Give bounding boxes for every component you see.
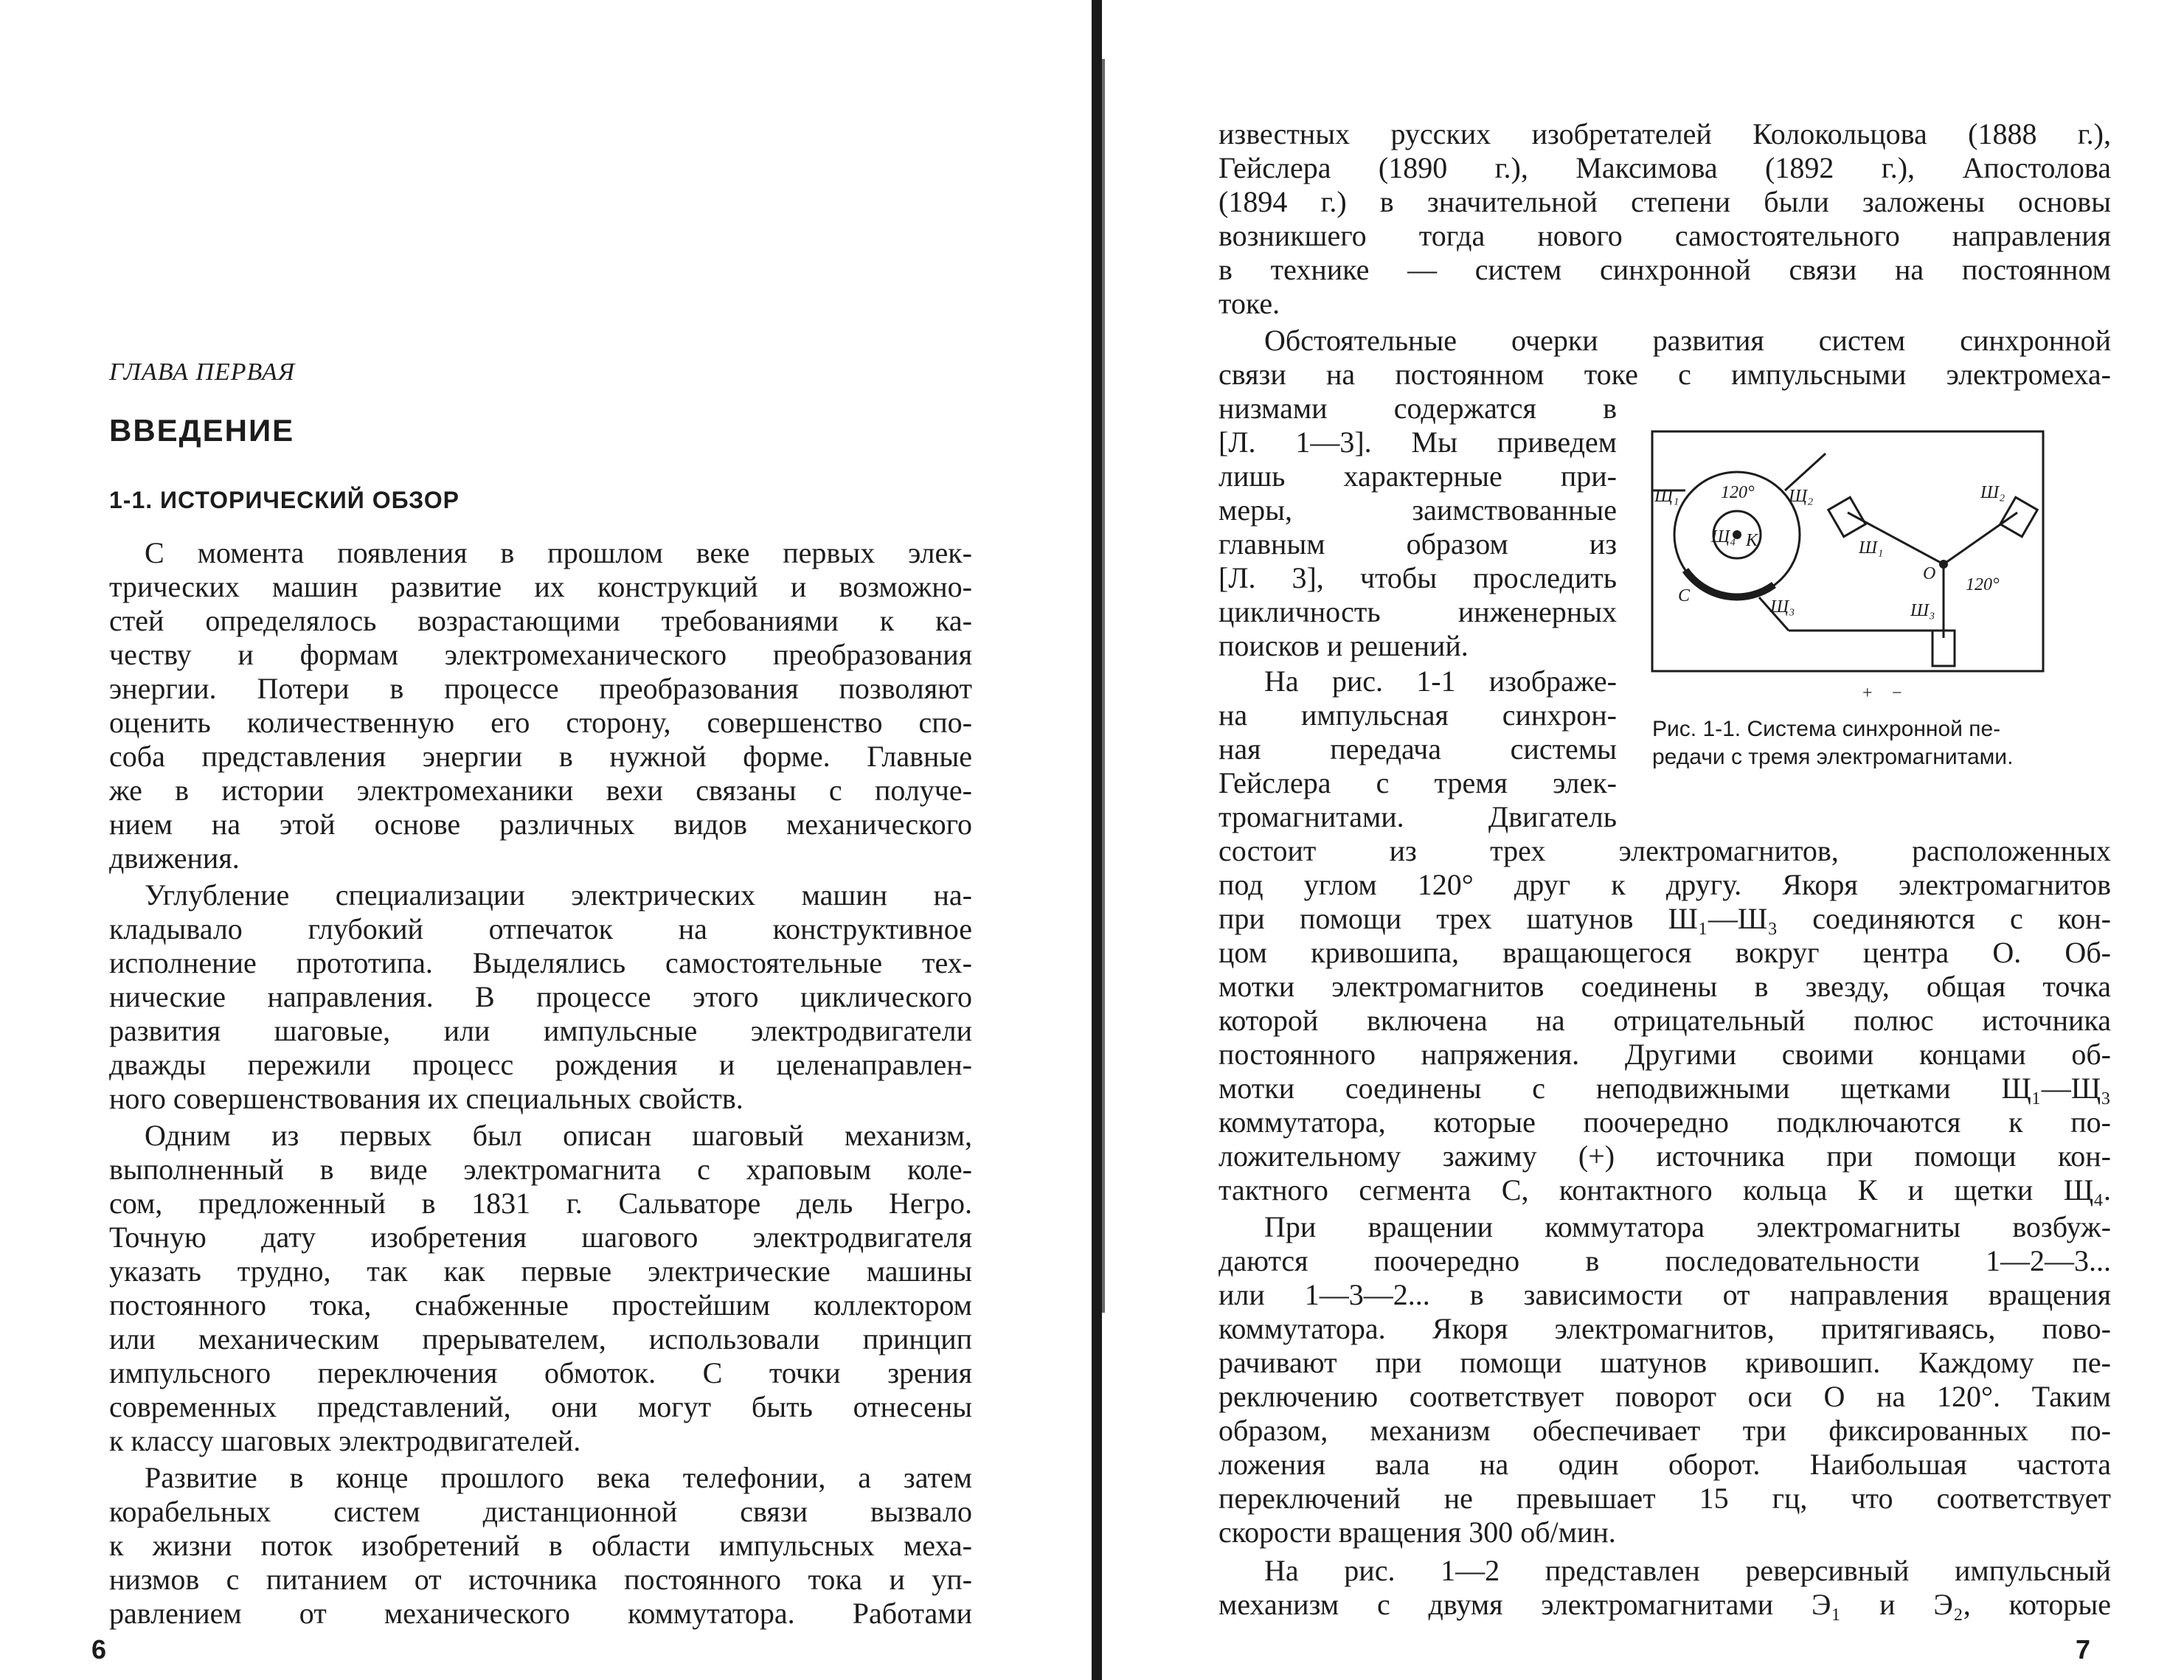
text-line: Обстоятельные очерки развития систем синхронной xyxy=(1264,324,2111,357)
text-line: (1894 г.) в значительной степени были заложены основы xyxy=(1218,185,2111,218)
text-line: меры, заимствованные xyxy=(1218,493,1617,527)
chapter-title: ВВЕДЕНИЕ xyxy=(109,413,295,448)
text-line: ная передача системы xyxy=(1218,732,1617,766)
outer-wire xyxy=(1652,431,2043,671)
text-line: исполнение прототипа. Выделялись самостоятельные тех- xyxy=(109,946,972,979)
magnet-2 xyxy=(2000,497,2037,536)
label-o: О xyxy=(1923,564,1936,583)
text-line: под углом 120° друг к другу. Якоря электромагнитов xyxy=(1218,868,2111,901)
center-o xyxy=(1939,560,1948,569)
text-line: Гейслера с тремя элек- xyxy=(1218,766,1617,799)
crank-rod-2 xyxy=(1944,513,2017,564)
text-line: рачивают при помощи шатунов кривошип. Каждому пе- xyxy=(1218,1346,2111,1379)
text-line: образом, механизм обеспечивает три фиксированных по- xyxy=(1218,1414,2111,1447)
text-line: [Л. 3], чтобы проследить xyxy=(1218,561,1617,594)
text-line: нием на этой основе различных видов механического xyxy=(109,808,972,841)
text-line: указать трудно, так как первые электрические машины xyxy=(109,1254,972,1288)
section-heading: 1-1. ИСТОРИЧЕСКИЙ ОБЗОР xyxy=(109,487,460,513)
text-line: даются поочередно в последовательности 1—2—3... xyxy=(1218,1244,2111,1277)
text-line: оценить количественную его сторону, совершенство спо- xyxy=(109,706,972,739)
text-line: стей определялось возрастающими требованиями к ка- xyxy=(109,604,972,637)
text-line: механизм с двумя электромагнитами Э₁ и Э₂, которые xyxy=(1218,1588,2111,1621)
text-line: поисков и решений. xyxy=(1218,629,1469,662)
label-k: К xyxy=(1746,531,1758,550)
label-angle-a: 120° xyxy=(1721,483,1755,502)
text-line: в технике — систем синхронной связи на постоянном xyxy=(1218,253,2111,286)
text-line: мотки электромагнитов соединены в звезду, общая точка xyxy=(1218,970,2111,1003)
text-line: На рис. 1-1 изображе- xyxy=(1264,664,1617,698)
label-angle-b: 120° xyxy=(1966,575,2000,594)
text-line: мотки соединены с неподвижными щетками Щ₁—Щ₃ xyxy=(1218,1072,2111,1105)
text-line: же в истории электромеханики вехи связаны с получе- xyxy=(109,774,972,807)
text-line: импульсного переключения обмоток. С точки зрения xyxy=(109,1356,972,1389)
left-page xyxy=(0,0,1084,1680)
label-minus: − xyxy=(1892,684,1902,703)
label-w1: Ш₁ xyxy=(1859,538,1884,558)
page-number: 6 xyxy=(91,1634,107,1665)
text-line: равлением от механического коммутатора. Работами xyxy=(109,1597,972,1630)
text-line: или 1—3—2... в зависимости от направления вращения xyxy=(1218,1278,2111,1311)
text-line: На рис. 1—2 представлен реверсивный импульсный xyxy=(1264,1554,2111,1587)
text-line: состоит из трех электромагнитов, расположенных xyxy=(1218,834,2111,867)
text-line: При вращении коммутатора электромагниты возбуж- xyxy=(1264,1210,2111,1243)
text-line: к классу шаговых электродвигателей. xyxy=(109,1424,581,1457)
wiring xyxy=(1652,431,2043,671)
text-line: нические направления. В процессе этого циклического xyxy=(109,980,972,1013)
text-line: Гейслера (1890 г.), Максимова (1892 г.), Апостолова xyxy=(1218,151,2111,184)
text-line: переключений не превышает 15 гц, что соответствует xyxy=(1218,1482,2111,1515)
page-number: 7 xyxy=(2076,1634,2091,1665)
label-plus: + xyxy=(1862,684,1873,703)
text-line: известных русских изобретателей Колокольцова (1888 г.), xyxy=(1218,117,2111,150)
text-line: Развитие в конце прошлого века телефонии, а затем xyxy=(145,1461,972,1494)
text-line: честву и формам электромеханического преобразования xyxy=(109,638,972,671)
label-w3: Ш₃ xyxy=(1910,601,1935,620)
text-line: С момента появления в прошлом веке первых элек- xyxy=(145,536,972,569)
chapter-heading: ГЛАВА ПЕРВАЯ xyxy=(109,358,296,386)
text-line: главным образом из xyxy=(1218,527,1617,560)
book-spine-shadow xyxy=(1102,59,1105,1313)
label-w2: Ш₂ xyxy=(1980,483,2006,502)
text-line: ного совершенствования их специальных свойств. xyxy=(109,1082,743,1115)
label-sh3: Щ₃ xyxy=(1770,597,1795,617)
contact-segment xyxy=(1685,570,1774,597)
text-line: сом, предложенный в 1831 г. Сальваторе дель Негро. xyxy=(109,1187,972,1220)
text-line: кладывало глубокий отпечаток на конструктивное xyxy=(109,912,972,945)
text-line: [Л. 1—3]. Мы приведем xyxy=(1218,426,1617,459)
text-line: современных представлений, они могут быть отнесены xyxy=(109,1390,972,1423)
text-line: возникшего тогда нового самостоятельного направления xyxy=(1218,219,2111,252)
text-line: реключению соответствует поворот оси О на 120°. Таким xyxy=(1218,1380,2111,1413)
text-line: Точную дату изобретения шагового электродвигателя xyxy=(109,1221,972,1254)
text-line: корабельных систем дистанционной связи вызвало xyxy=(109,1495,972,1528)
label-sh4: Щ₄ xyxy=(1711,527,1736,546)
text-line: соба представления энергии в нужной форме. Главные xyxy=(109,740,972,773)
text-line: тактного сегмента С, контактного кольца К и щетки Щ₄. xyxy=(1218,1173,2111,1207)
text-line: к жизни поток изобретений в области импульсных меха- xyxy=(109,1529,972,1562)
text-line: связи на постоянном токе с импульсными электромеха- xyxy=(1218,358,2111,391)
text-line: коммутатора, которые поочередно подключаются к по- xyxy=(1218,1105,2111,1139)
text-line: выполненный в виде электромагнита с храповым коле- xyxy=(109,1153,972,1186)
label-c: С xyxy=(1678,586,1691,605)
text-line: ложительному зажиму (+) источника при помощи кон- xyxy=(1218,1139,2111,1173)
text-line: ложения вала на один оборот. Наибольшая частота xyxy=(1218,1448,2111,1481)
text-line: цом кривошипа, вращающегося вокруг центра О. Об- xyxy=(1218,936,2111,969)
right-page xyxy=(1109,0,2184,1680)
text-line: энергии. Потери в процессе преобразования позволяют xyxy=(109,672,972,705)
text-line: постоянного тока, снабженные простейшим коллектором xyxy=(109,1288,972,1322)
label-sh2: Щ₂ xyxy=(1789,487,1814,506)
text-line: токе. xyxy=(1218,287,1280,320)
text-line: лишь характерные при- xyxy=(1218,459,1617,493)
label-sh1: Щ₁ xyxy=(1654,487,1679,506)
caption-line: Рис. 1-1. Система синхронной пе- xyxy=(1652,717,2001,741)
text-line: дважды пережили процесс рождения и целенаправлен- xyxy=(109,1048,972,1081)
magnet-1 xyxy=(1828,497,1865,536)
text-line: низмами содержатся в xyxy=(1218,392,1617,425)
text-line: цикличность инженерных xyxy=(1218,595,1617,628)
text-line: тромагнитами. Двигатель xyxy=(1218,800,1617,833)
text-line: или механическим прерывателем, использовали принцип xyxy=(109,1322,972,1356)
text-line: коммутатора. Якоря электромагнитов, притягиваясь, пово- xyxy=(1218,1312,2111,1345)
text-line: которой включена на отрицательный полюс источника xyxy=(1218,1004,2111,1037)
text-line: трических машин развитие их конструкций и возможно- xyxy=(109,570,972,603)
brush-link-2 xyxy=(1785,454,1826,490)
figure-caption xyxy=(1652,715,2087,771)
text-line: Углубление специализации электрических машин на- xyxy=(145,878,972,912)
text-line: развития шаговые, или импульсные электродвигатели xyxy=(109,1014,972,1047)
text-line: движения. xyxy=(109,841,240,875)
text-line: низмов с питанием от источника постоянного тока и уп- xyxy=(109,1563,972,1596)
text-line: на импульсная синхрон- xyxy=(1218,698,1617,732)
text-line: постоянного напряжения. Другими своими концами об- xyxy=(1218,1038,2111,1071)
caption-line: редачи с тремя электромагнитами. xyxy=(1652,745,2014,769)
text-line: при помощи трех шатунов Ш₁—Ш₃ соединяются с кон- xyxy=(1218,902,2111,935)
figure-1-1-schematic xyxy=(1641,424,2069,704)
text-line: скорости вращения 300 об/мин. xyxy=(1218,1516,1616,1549)
text-line: Одним из первых был описан шаговый механизм, xyxy=(145,1119,972,1152)
book-spine xyxy=(1092,0,1102,1680)
